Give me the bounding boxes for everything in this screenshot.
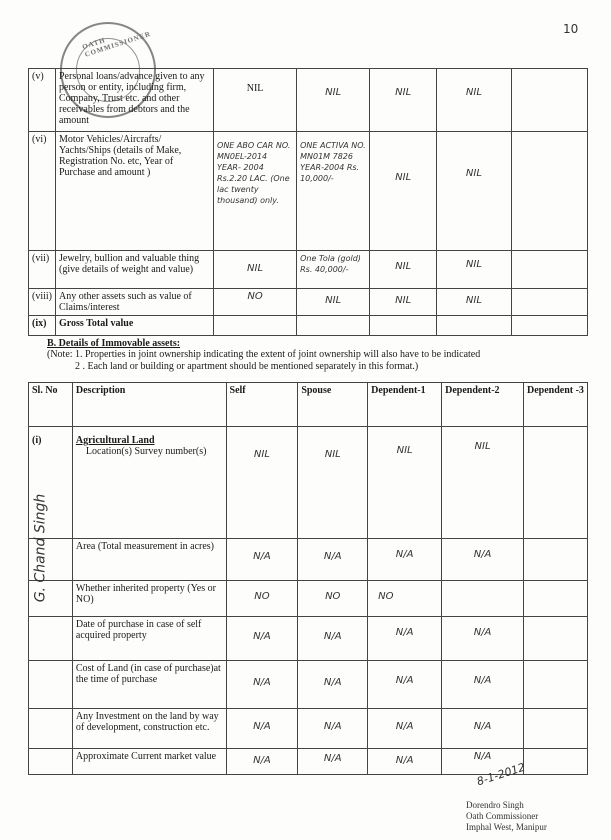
movable-assets-table — [28, 68, 588, 336]
table-row — [29, 581, 588, 617]
header-dependent-3: Dependent -3 — [523, 383, 587, 427]
table-row — [29, 617, 588, 661]
officer-name: Dorendro Singh — [466, 800, 524, 810]
dependent-2-value: N/A — [442, 749, 524, 775]
spouse-value: N/A — [298, 709, 368, 749]
dependent-2-value: NIL — [437, 251, 512, 289]
self-value: NIL — [214, 69, 297, 132]
table-row — [29, 132, 588, 251]
row-description: Area (Total measurement in acres) — [72, 539, 226, 581]
section-b-note — [47, 349, 480, 373]
row-description: Motor Vehicles/Aircrafts/ Yachts/Ships (details of Make, Registration No. etc, Year of Purchase and amount ) — [56, 132, 214, 251]
dependent-1-value: NO — [368, 581, 442, 617]
table-row — [29, 539, 588, 581]
row-number: (vi) — [29, 132, 56, 251]
section-b-title: B. Details of Immovable assets: — [47, 338, 181, 349]
dependent-1-value: N/A — [368, 749, 442, 775]
header-dependent-2: Dependent-2 — [442, 383, 524, 427]
dependent-3-value — [523, 661, 587, 709]
dependent-3-value — [523, 617, 587, 661]
header-spouse: Spouse — [298, 383, 368, 427]
dependent-3-value — [511, 289, 587, 316]
section-number: (i) — [29, 427, 73, 539]
row-description: Cost of Land (in case of purchase)at the time of purchase — [72, 661, 226, 709]
officer-signature: 8-1-2012 — [475, 760, 527, 789]
section-cell — [72, 427, 226, 539]
header-self: Self — [226, 383, 298, 427]
spouse-value: NO — [298, 581, 368, 617]
dependent-1-value: NIL — [370, 69, 437, 132]
dependent-3-value — [523, 749, 587, 775]
dependent-2-value — [437, 316, 512, 336]
table-row — [29, 316, 588, 336]
dependent-2-value: N/A — [442, 661, 524, 709]
self-value: NIL — [214, 251, 297, 289]
dependent-3-value — [523, 427, 587, 539]
self-value: N/A — [226, 749, 298, 775]
dependent-2-value: NIL — [437, 132, 512, 251]
dependent-2-value — [442, 581, 524, 617]
self-value: N/A — [226, 709, 298, 749]
row-description: Any Investment on the land by way of development, construction etc. — [72, 709, 226, 749]
table-row — [29, 709, 588, 749]
row-number — [29, 661, 73, 709]
row-description: Jewelry, bullion and valuable thing (give details of weight and value) — [56, 251, 214, 289]
row-number: (ix) — [29, 316, 56, 336]
spouse-value: One Tola (gold) Rs. 40,000/- — [297, 251, 370, 289]
immovable-assets-table — [28, 382, 588, 775]
row-number — [29, 749, 73, 775]
dependent-3-value — [511, 316, 587, 336]
dependent-1-value: NIL — [370, 251, 437, 289]
self-value: N/A — [226, 539, 298, 581]
row-number — [29, 617, 73, 661]
row-number — [29, 709, 73, 749]
table-row — [29, 251, 588, 289]
dependent-3-value — [511, 251, 587, 289]
spouse-value: N/A — [298, 617, 368, 661]
side-signature: G. Chand Singh — [32, 493, 49, 603]
dependent-2-value: N/A — [442, 709, 524, 749]
dependent-2-value: NIL — [442, 427, 524, 539]
self-value: N/A — [226, 661, 298, 709]
dependent-1-value: N/A — [368, 539, 442, 581]
dependent-2-value: N/A — [442, 539, 524, 581]
row-description: Date of purchase in case of self acquired property — [72, 617, 226, 661]
spouse-value: N/A — [298, 661, 368, 709]
row-description: Gross Total value — [56, 316, 214, 336]
spouse-value — [297, 316, 370, 336]
row-description: Whether inherited property (Yes or NO) — [72, 581, 226, 617]
self-value: N/A — [226, 617, 298, 661]
header-dependent-1: Dependent-1 — [368, 383, 442, 427]
row-number: (viii) — [29, 289, 56, 316]
officer-place: Imphal West, Manipur — [466, 822, 547, 832]
self-value: NO — [214, 289, 297, 316]
row-description: Personal loans/advance given to any person or entity, including firm, Company, Trust etc. and other receivables from debtors and the amount — [56, 69, 214, 132]
section-title: Agricultural Land — [75, 435, 155, 446]
page-number: 10 — [563, 22, 579, 36]
self-value: NIL — [226, 427, 298, 539]
row-description: Any other assets such as value of Claims/interest — [56, 289, 214, 316]
row-number: (v) — [29, 69, 56, 132]
self-value: ONE ABO CAR NO. MN0EL-2014 YEAR- 2004 Rs.2.20 LAC. (One lac twenty thousand) only. — [214, 132, 297, 251]
spouse-value: NIL — [297, 289, 370, 316]
spouse-value: N/A — [298, 749, 368, 775]
dependent-1-value: N/A — [368, 661, 442, 709]
dependent-1-value: N/A — [368, 617, 442, 661]
stamp-text: OATH COMMISSIONER — [81, 29, 153, 59]
table-row — [29, 427, 588, 539]
table-row — [29, 289, 588, 316]
officer-title: Oath Commissioner — [466, 811, 539, 821]
row-description: Approximate Current market value — [72, 749, 226, 775]
header-description: Description — [72, 383, 226, 427]
note-line-1: (Note: 1. Properties in joint ownership indicating the extent of joint ownership will also have to be indicated — [47, 349, 481, 360]
dependent-3-value — [511, 132, 587, 251]
dependent-2-value: NIL — [437, 289, 512, 316]
spouse-value: NIL — [297, 69, 370, 132]
note-line-2: 2 . Each land or building or apartment should be mentioned separately in this format.) — [75, 361, 419, 372]
dependent-3-value — [523, 539, 587, 581]
spouse-value: ONE ACTIVA NO. MN01M 7826 YEAR-2004 Rs. 10,000/- — [297, 132, 370, 251]
dependent-1-value: NIL — [370, 289, 437, 316]
dependent-2-value: N/A — [442, 617, 524, 661]
self-value: NO — [226, 581, 298, 617]
dependent-3-value — [511, 69, 587, 132]
officer-block — [466, 800, 547, 833]
table-row — [29, 69, 588, 132]
dependent-3-value — [523, 709, 587, 749]
self-value — [214, 316, 297, 336]
spouse-value: N/A — [298, 539, 368, 581]
dependent-3-value — [523, 581, 587, 617]
table-header-row — [29, 383, 588, 427]
dependent-1-value: NIL — [370, 132, 437, 251]
row-number: (vii) — [29, 251, 56, 289]
dependent-1-value: NIL — [368, 427, 442, 539]
section-subtitle: Location(s) Survey number(s) — [85, 446, 207, 457]
dependent-1-value: N/A — [368, 709, 442, 749]
table-row — [29, 661, 588, 709]
spouse-value: NIL — [298, 427, 368, 539]
dependent-2-value: NIL — [437, 69, 512, 132]
header-sl-no: Sl. No — [29, 383, 73, 427]
dependent-1-value — [370, 316, 437, 336]
